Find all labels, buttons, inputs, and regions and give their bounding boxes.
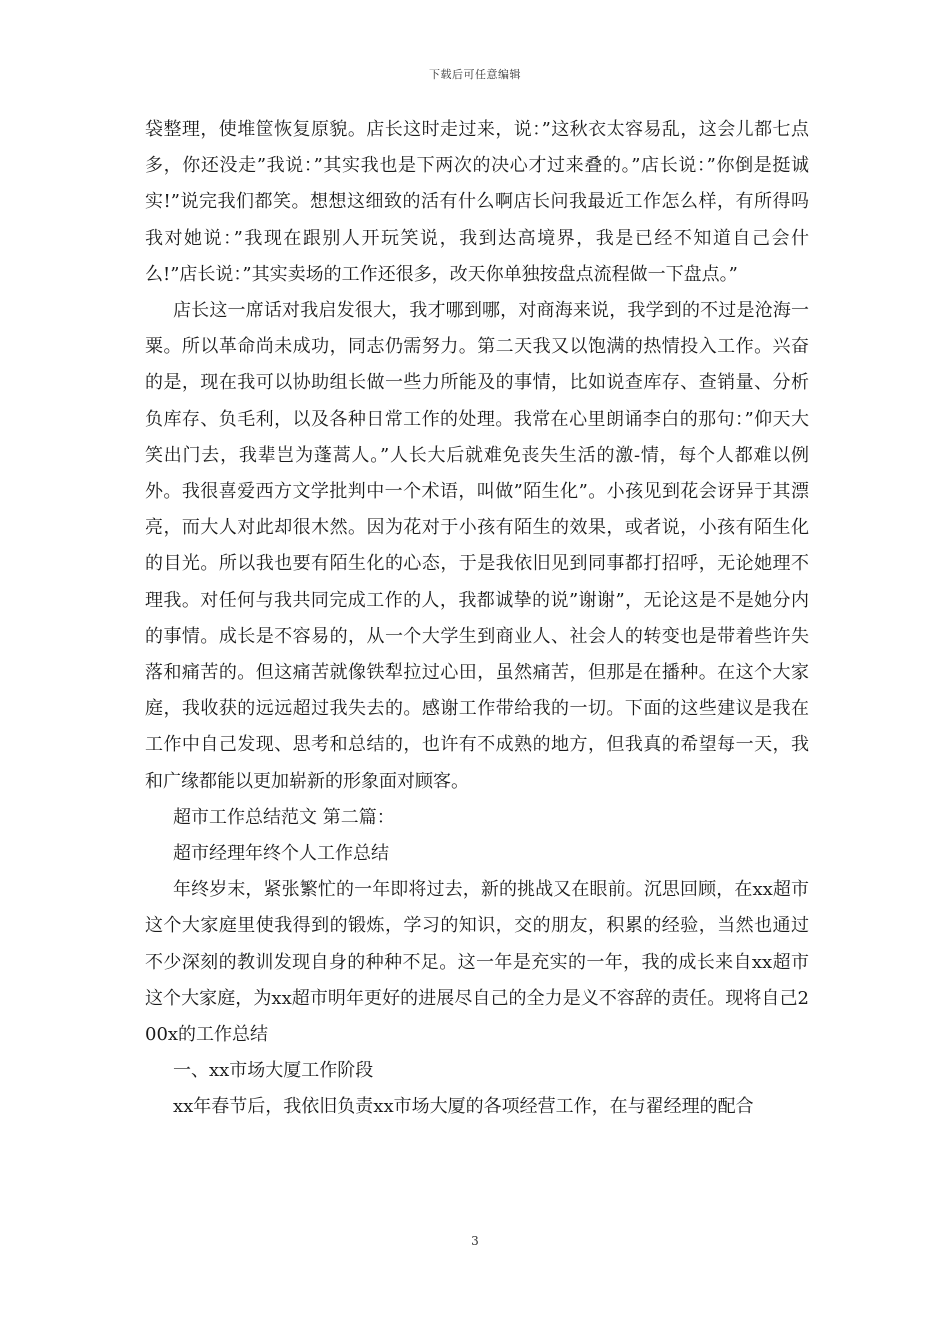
body-paragraph: 年终岁末，紧张繁忙的一年即将过去，新的挑战又在眼前。沉思回顾，在xx超市这个大家庭里使我得到的锻炼，学习的知识，交的朋友，积累的经验，当然也通过不少深刻的教训发现自身的种种不足。这一年是充实的一年，我的成长来自xx超市这个大家庭，为xx超市明年更好的进展尽自己的全力是义不容辞的责任。现将自己200x的工作总结 [145, 879, 809, 1046]
page-header-note: 下载后可任意编辑 [429, 68, 521, 81]
section-subheading: 超市经理年终个人工作总结 [173, 843, 389, 865]
body-paragraph: xx年春节后，我依旧负责xx市场大厦的各项经营工作，在与翟经理的配合 [173, 1096, 754, 1118]
body-paragraph: 袋整理，使堆筐恢复原貌。店长这时走过来，说：”这秋衣太容易乱，这会儿都七点多，你还没走”我说：”其实我也是下两次的决心才过来叠的。”店长说：”你倒是挺诚实!”说完我们都笑。想想这细致的活有什么啊店长问我最近工作怎么样，有所得吗我对她说：”我现在跟别人开玩笑说，我到达高境界，我是已经不知道自己会什么!”店长说：”其实卖场的工作还很多，改天你单独按盘点流程做一下盘点。” [145, 119, 809, 285]
page-number: 3 [471, 1234, 479, 1248]
body-paragraph: 店长这一席话对我启发很大，我才哪到哪，对商海来说，我学到的不过是沧海一粟。所以革命尚未成功，同志仍需努力。第二天我又以饱满的热情投入工作。兴奋的是，现在我可以协助组长做一些力所能及的事情，比如说查库存、查销量、分析负库存、负毛利，以及各种日常工作的处理。我常在心里朗诵李白的那句：”仰天大笑出门去，我辈岂为蓬蒿人。”人长大后就难免丧失生活的激-情，每个人都难以例外。我很喜爱西方文学批判中一个术语，叫做”陌生化”。小孩见到花会讶异于其漂亮，而大人对此却很木然。因为花对于小孩有陌生的效果，或者说，小孩有陌生化的目光。所以我也要有陌生化的心态，于是我依旧见到同事都打招呼，无论她理不理我。对任何与我共同完成工作的人，我都诚挚的说”谢谢”，无论这是不是她分内的事情。成长是不容易的，从一个大学生到商业人、社会人的转变也是带着些许失落和痛苦的。但这痛苦就像铁犁拉过心田，虽然痛苦，但那是在播种。在这个大家庭，我收获的远远超过我失去的。感谢工作带给我的一切。下面的这些建议是我在工作中自己发现、思考和总结的，也许有不成熟的地方，但我真的希望每一天，我和广缘都能以更加崭新的形象面对顾客。 [145, 300, 809, 792]
section-heading: 超市工作总结范文 第二篇： [173, 806, 395, 828]
section-heading: 一、xx市场大厦工作阶段 [173, 1060, 374, 1082]
document-body [145, 112, 809, 1126]
